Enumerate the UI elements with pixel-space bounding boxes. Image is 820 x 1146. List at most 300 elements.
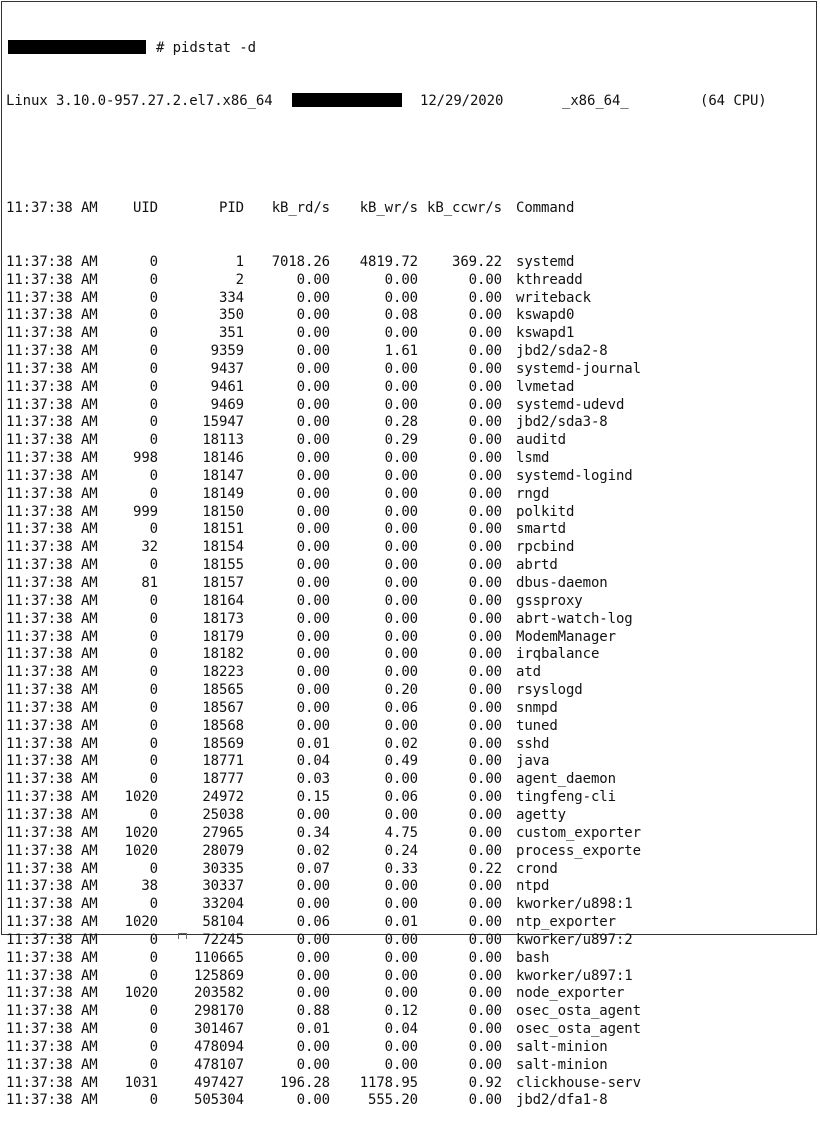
cell-cmd: systemd-udevd xyxy=(516,396,625,413)
cell-rd: 196.28 xyxy=(280,1074,330,1091)
cell-cmd: kswapd0 xyxy=(516,307,575,324)
cell-pid: 110665 xyxy=(194,949,244,966)
cell-rd: 0.00 xyxy=(296,289,330,306)
blank-line xyxy=(6,147,56,165)
cell-rd: 0.02 xyxy=(296,842,330,859)
cell-time: 11:37:38 AM xyxy=(6,432,98,449)
cell-rd: 0.00 xyxy=(296,557,330,574)
cell-pid: 9437 xyxy=(210,360,244,377)
table-row xyxy=(6,1038,608,1057)
cell-rd: 0.01 xyxy=(296,1021,330,1038)
cell-pid: 1 xyxy=(235,253,244,270)
cell-pid: 18147 xyxy=(202,467,244,484)
cell-uid: 1020 xyxy=(124,842,158,859)
cell-cmd: rsyslogd xyxy=(516,682,583,699)
cell-uid: 0 xyxy=(149,432,158,449)
cell-uid: 1020 xyxy=(124,789,158,806)
cell-pid: 298170 xyxy=(194,1003,244,1020)
cell-wr: 0.00 xyxy=(384,806,418,823)
table-row xyxy=(6,414,608,432)
cell-rd: 0.00 xyxy=(296,610,330,627)
table-row xyxy=(6,842,641,861)
cell-wr: 0.20 xyxy=(384,682,418,699)
cell-time: 11:37:38 AM xyxy=(6,806,98,823)
table-row xyxy=(6,931,633,950)
cell-time: 11:37:38 AM xyxy=(6,789,98,806)
cell-ccwr: 0.00 xyxy=(468,771,502,788)
cell-uid: 0 xyxy=(149,1021,158,1038)
cell-uid: 0 xyxy=(149,967,158,984)
cell-time: 11:37:38 AM xyxy=(6,1003,98,1020)
table-row xyxy=(6,664,541,682)
cell-pid: 2 xyxy=(235,271,244,288)
cell-rd: 0.00 xyxy=(296,806,330,823)
cell-uid: 0 xyxy=(149,931,158,948)
cell-wr: 555.20 xyxy=(368,1092,418,1109)
cell-pid: 18179 xyxy=(202,628,244,645)
cell-time: 11:37:38 AM xyxy=(6,414,98,431)
cell-uid: 32 xyxy=(141,539,158,556)
cell-uid: 1020 xyxy=(124,824,158,841)
cell-rd: 0.01 xyxy=(296,735,330,752)
cell-ccwr: 0.00 xyxy=(468,646,502,663)
cell-wr: 0.00 xyxy=(384,467,418,484)
cell-wr: 0.00 xyxy=(384,931,418,948)
cell-pid: 18146 xyxy=(202,450,244,467)
cell-wr: 0.00 xyxy=(384,271,418,288)
cell-wr: 0.29 xyxy=(384,432,418,449)
cell-wr: 0.00 xyxy=(384,521,418,538)
cell-wr: 0.00 xyxy=(384,967,418,984)
cell-wr: 0.00 xyxy=(384,664,418,681)
cell-wr: 0.08 xyxy=(384,307,418,324)
header-pid: PID xyxy=(219,200,244,217)
cell-pid: 478107 xyxy=(194,1056,244,1073)
cell-uid: 0 xyxy=(149,646,158,663)
cell-rd: 0.00 xyxy=(296,396,330,413)
cell-pid: 18149 xyxy=(202,485,244,502)
terminal-output xyxy=(6,4,767,1146)
cell-pid: 18568 xyxy=(202,717,244,734)
cell-time: 11:37:38 AM xyxy=(6,860,98,877)
cell-rd: 0.00 xyxy=(296,592,330,609)
redacted-host xyxy=(292,93,402,111)
cell-wr: 0.00 xyxy=(384,325,418,342)
cell-pid: 301467 xyxy=(194,1021,244,1038)
cell-pid: 18777 xyxy=(202,771,244,788)
redacted-hostname xyxy=(8,40,146,58)
cell-pid: 350 xyxy=(219,307,244,324)
cell-pid: 18565 xyxy=(202,682,244,699)
cell-uid: 0 xyxy=(149,467,158,484)
cell-wr: 4.75 xyxy=(384,824,418,841)
cell-cmd: crond xyxy=(516,860,558,877)
cell-ccwr: 0.00 xyxy=(468,485,502,502)
cell-wr: 0.28 xyxy=(384,414,418,431)
cell-wr: 0.49 xyxy=(384,753,418,770)
cell-time: 11:37:38 AM xyxy=(6,271,98,288)
cell-time: 11:37:38 AM xyxy=(6,878,98,895)
cell-pid: 25038 xyxy=(202,806,244,823)
cell-cmd: sshd xyxy=(516,735,550,752)
cell-uid: 0 xyxy=(149,1056,158,1073)
cell-ccwr: 0.00 xyxy=(468,878,502,895)
cell-wr: 0.00 xyxy=(384,646,418,663)
cell-uid: 0 xyxy=(149,521,158,538)
cell-uid: 1031 xyxy=(124,1074,158,1091)
cell-cmd: bash xyxy=(516,949,550,966)
cell-wr: 0.12 xyxy=(384,1003,418,1020)
cell-cmd: ntpd xyxy=(516,878,550,895)
cell-rd: 0.00 xyxy=(296,271,330,288)
cell-cmd: lvmetad xyxy=(516,378,575,395)
cell-time: 11:37:38 AM xyxy=(6,1038,98,1055)
cell-rd: 0.00 xyxy=(296,699,330,716)
architecture: _x86_64_ xyxy=(562,93,629,110)
cell-time: 11:37:38 AM xyxy=(6,1092,98,1109)
cell-uid: 81 xyxy=(141,575,158,591)
cell-cmd: abrtd xyxy=(516,557,558,574)
cell-time: 11:37:38 AM xyxy=(6,307,98,324)
table-row xyxy=(6,557,558,575)
cell-cmd: custom_exporter xyxy=(516,824,641,841)
cell-cmd: clickhouse-serv xyxy=(516,1074,641,1091)
cell-pid: 18182 xyxy=(202,646,244,663)
table-row xyxy=(6,289,591,308)
cell-pid: 505304 xyxy=(194,1092,244,1109)
cell-wr: 0.00 xyxy=(384,450,418,467)
cell-cmd: kthreadd xyxy=(516,271,583,288)
cell-pid: 351 xyxy=(219,325,244,342)
cell-time: 11:37:38 AM xyxy=(6,467,98,484)
cell-uid: 0 xyxy=(149,664,158,681)
cell-cmd: smartd xyxy=(516,521,566,538)
cell-time: 11:37:38 AM xyxy=(6,610,98,627)
cell-uid: 0 xyxy=(149,343,158,360)
os-version: Linux 3.10.0-957.27.2.el7.x86_64 xyxy=(6,93,273,110)
cell-cmd: tuned xyxy=(516,717,558,734)
cell-time: 11:37:38 AM xyxy=(6,1021,98,1038)
cell-time: 11:37:38 AM xyxy=(6,628,98,645)
cell-rd: 0.00 xyxy=(296,325,330,342)
cell-cmd: ModemManager xyxy=(516,628,616,645)
cell-wr: 0.00 xyxy=(384,717,418,734)
cell-time: 11:37:38 AM xyxy=(6,253,98,270)
cell-uid: 0 xyxy=(149,253,158,270)
cell-cmd: kworker/u898:1 xyxy=(516,896,633,913)
cell-pid: 203582 xyxy=(194,985,244,1002)
cell-ccwr: 0.00 xyxy=(468,931,502,948)
cell-wr: 0.00 xyxy=(384,575,418,591)
cell-cmd: ntp_exporter xyxy=(516,914,616,931)
cell-cmd: salt-minion xyxy=(516,1056,608,1073)
cell-uid: 0 xyxy=(149,289,158,306)
cell-wr: 0.00 xyxy=(384,949,418,966)
cell-time: 11:37:38 AM xyxy=(6,539,98,556)
cell-time: 11:37:38 AM xyxy=(6,735,98,752)
cell-pid: 30335 xyxy=(202,860,244,877)
cell-uid: 0 xyxy=(149,396,158,413)
cell-cmd: lsmd xyxy=(516,450,550,467)
header-command: Command xyxy=(516,200,575,217)
cell-time: 11:37:38 AM xyxy=(6,289,98,306)
cell-cmd: gssproxy xyxy=(516,592,583,609)
cell-time: 11:37:38 AM xyxy=(6,896,98,913)
table-row xyxy=(6,1092,608,1110)
cell-time: 11:37:38 AM xyxy=(6,1074,98,1091)
cursor-icon xyxy=(178,933,187,939)
cell-cmd: jbd2/sda2-8 xyxy=(516,343,608,360)
cell-wr: 0.00 xyxy=(384,360,418,377)
cell-pid: 72245 xyxy=(202,931,244,948)
cell-time: 11:37:38 AM xyxy=(6,1056,98,1073)
cell-ccwr: 0.00 xyxy=(468,539,502,556)
cell-ccwr: 0.00 xyxy=(468,271,502,288)
cell-ccwr: 0.00 xyxy=(468,806,502,823)
cell-ccwr: 0.00 xyxy=(468,949,502,966)
table-row xyxy=(6,1074,641,1093)
cell-rd: 0.00 xyxy=(296,575,330,591)
terminal-window xyxy=(1,1,817,1109)
cell-pid: 30337 xyxy=(202,878,244,895)
cell-wr: 0.00 xyxy=(384,1038,418,1055)
cell-rd: 0.00 xyxy=(296,467,330,484)
table-row xyxy=(6,503,575,522)
sysinfo-line xyxy=(6,93,767,111)
cell-uid: 0 xyxy=(149,325,158,342)
cell-time: 11:37:38 AM xyxy=(6,503,98,520)
table-row xyxy=(6,860,558,879)
cell-uid: 0 xyxy=(149,557,158,574)
cell-wr: 0.02 xyxy=(384,735,418,752)
cell-uid: 0 xyxy=(149,753,158,770)
cell-rd: 0.15 xyxy=(296,789,330,806)
process-table xyxy=(6,253,641,1111)
table-row xyxy=(6,914,616,932)
cell-time: 11:37:38 AM xyxy=(6,753,98,770)
cell-ccwr: 0.00 xyxy=(468,735,502,752)
cell-ccwr: 369.22 xyxy=(452,253,502,270)
cell-pid: 18154 xyxy=(202,539,244,556)
cell-time: 11:37:38 AM xyxy=(6,485,98,502)
cell-wr: 0.33 xyxy=(384,860,418,877)
table-row xyxy=(6,753,550,771)
cell-ccwr: 0.00 xyxy=(468,307,502,324)
cell-rd: 0.00 xyxy=(296,539,330,556)
cell-rd: 0.00 xyxy=(296,1038,330,1055)
cell-pid: 18151 xyxy=(202,521,244,538)
cell-rd: 0.00 xyxy=(296,432,330,449)
cell-uid: 0 xyxy=(149,1003,158,1020)
cell-pid: 18164 xyxy=(202,592,244,609)
cell-time: 11:37:38 AM xyxy=(6,914,98,931)
cell-wr: 0.06 xyxy=(384,699,418,716)
cell-ccwr: 0.00 xyxy=(468,985,502,1002)
cell-pid: 9469 xyxy=(210,396,244,413)
cell-rd: 0.07 xyxy=(296,860,330,877)
cell-time: 11:37:38 AM xyxy=(6,646,98,663)
header-time: 11:37:38 AM xyxy=(6,200,98,217)
cell-ccwr: 0.00 xyxy=(468,450,502,467)
cell-rd: 0.00 xyxy=(296,485,330,502)
cell-cmd: agent_daemon xyxy=(516,771,616,788)
table-row xyxy=(6,521,566,539)
cell-ccwr: 0.00 xyxy=(468,628,502,645)
cell-rd: 0.00 xyxy=(296,717,330,734)
cell-cmd: process_exporte xyxy=(516,842,641,859)
cell-cmd: abrt-watch-log xyxy=(516,610,633,627)
table-row xyxy=(6,789,616,807)
table-row xyxy=(6,1021,641,1039)
cell-uid: 0 xyxy=(149,699,158,716)
cell-uid: 0 xyxy=(149,1038,158,1055)
cell-wr: 0.00 xyxy=(384,878,418,895)
cell-rd: 0.00 xyxy=(296,307,330,324)
cell-uid: 999 xyxy=(133,503,158,520)
table-row xyxy=(6,450,550,468)
cell-cmd: kworker/u897:1 xyxy=(516,967,633,984)
cell-ccwr: 0.22 xyxy=(468,860,502,877)
cell-uid: 0 xyxy=(149,896,158,913)
cell-pid: 28079 xyxy=(202,842,244,859)
cell-pid: 497427 xyxy=(194,1074,244,1091)
cell-uid: 0 xyxy=(149,735,158,752)
cell-wr: 0.00 xyxy=(384,557,418,574)
cell-rd: 0.00 xyxy=(296,931,330,948)
cell-pid: 478094 xyxy=(194,1038,244,1055)
cell-uid: 0 xyxy=(149,485,158,502)
cell-ccwr: 0.00 xyxy=(468,592,502,609)
cell-time: 11:37:38 AM xyxy=(6,521,98,538)
cell-rd: 0.06 xyxy=(296,914,330,931)
cell-wr: 0.00 xyxy=(384,610,418,627)
cell-time: 11:37:38 AM xyxy=(6,557,98,574)
cell-cmd: osec_osta_agent xyxy=(516,1003,641,1020)
cell-wr: 0.00 xyxy=(384,503,418,520)
cell-rd: 0.00 xyxy=(296,967,330,984)
column-header-row xyxy=(6,200,575,218)
cell-wr: 0.00 xyxy=(384,896,418,913)
cell-wr: 1.61 xyxy=(384,343,418,360)
table-row xyxy=(6,806,566,825)
cell-uid: 998 xyxy=(133,450,158,467)
cell-wr: 4819.72 xyxy=(359,253,418,270)
cell-time: 11:37:38 AM xyxy=(6,592,98,609)
table-row xyxy=(6,699,558,718)
cell-rd: 7018.26 xyxy=(271,253,330,270)
cell-time: 11:37:38 AM xyxy=(6,931,98,948)
cell-ccwr: 0.00 xyxy=(468,753,502,770)
cell-wr: 0.00 xyxy=(384,539,418,556)
table-row xyxy=(6,1056,608,1075)
header-uid: UID xyxy=(133,200,158,217)
cell-wr: 0.00 xyxy=(384,485,418,502)
table-row xyxy=(6,646,600,664)
cell-wr: 0.24 xyxy=(384,842,418,859)
cell-ccwr: 0.00 xyxy=(468,396,502,413)
cell-ccwr: 0.00 xyxy=(468,664,502,681)
cell-ccwr: 0.00 xyxy=(468,967,502,984)
cell-rd: 0.00 xyxy=(296,521,330,538)
table-row xyxy=(6,539,575,557)
cell-ccwr: 0.00 xyxy=(468,325,502,342)
cell-pid: 18113 xyxy=(202,432,244,449)
table-row xyxy=(6,771,616,789)
cell-rd: 0.00 xyxy=(296,664,330,681)
cell-cmd: salt-minion xyxy=(516,1038,608,1055)
cell-ccwr: 0.00 xyxy=(468,610,502,627)
cell-uid: 0 xyxy=(149,414,158,431)
command-text: # pidstat -d xyxy=(156,39,256,56)
cell-ccwr: 0.00 xyxy=(468,682,502,699)
table-row xyxy=(6,985,625,1003)
cell-cmd: node_exporter xyxy=(516,985,625,1002)
cell-ccwr: 0.00 xyxy=(468,1038,502,1055)
cell-rd: 0.88 xyxy=(296,1003,330,1020)
cell-cmd: polkitd xyxy=(516,503,575,520)
cell-uid: 0 xyxy=(149,628,158,645)
cell-wr: 0.00 xyxy=(384,378,418,395)
cell-ccwr: 0.00 xyxy=(468,1092,502,1109)
cell-ccwr: 0.00 xyxy=(468,842,502,859)
cell-ccwr: 0.00 xyxy=(468,343,502,360)
table-row xyxy=(6,325,575,343)
cell-cmd: java xyxy=(516,753,550,770)
cpu-count: (64 CPU) xyxy=(700,93,767,110)
cell-uid: 0 xyxy=(149,610,158,627)
cell-ccwr: 0.00 xyxy=(468,789,502,806)
table-row xyxy=(6,949,550,968)
cell-wr: 0.06 xyxy=(384,789,418,806)
cell-uid: 0 xyxy=(149,949,158,966)
cell-time: 11:37:38 AM xyxy=(6,378,98,395)
cell-time: 11:37:38 AM xyxy=(6,396,98,413)
table-row xyxy=(6,467,633,486)
cell-uid: 0 xyxy=(149,1092,158,1109)
table-row xyxy=(6,253,575,272)
cell-rd: 0.00 xyxy=(296,378,330,395)
cell-uid: 0 xyxy=(149,860,158,877)
cell-pid: 18569 xyxy=(202,735,244,752)
cell-pid: 18157 xyxy=(202,575,244,591)
cell-ccwr: 0.00 xyxy=(468,824,502,841)
cell-pid: 18173 xyxy=(202,610,244,627)
cell-ccwr: 0.00 xyxy=(468,432,502,449)
cell-pid: 9359 xyxy=(210,343,244,360)
table-row xyxy=(6,878,550,896)
cell-uid: 0 xyxy=(149,307,158,324)
cell-uid: 0 xyxy=(149,806,158,823)
cell-pid: 18771 xyxy=(202,753,244,770)
cell-ccwr: 0.00 xyxy=(468,699,502,716)
table-row xyxy=(6,271,583,290)
cell-ccwr: 0.00 xyxy=(468,414,502,431)
cell-uid: 0 xyxy=(149,592,158,609)
table-row xyxy=(6,432,566,450)
cell-time: 11:37:38 AM xyxy=(6,824,98,841)
cell-cmd: systemd-logind xyxy=(516,467,633,484)
cell-rd: 0.00 xyxy=(296,360,330,377)
cell-rd: 0.00 xyxy=(296,985,330,1002)
cell-time: 11:37:38 AM xyxy=(6,664,98,681)
table-row xyxy=(6,575,608,593)
cell-time: 11:37:38 AM xyxy=(6,985,98,1002)
cell-rd: 0.00 xyxy=(296,1056,330,1073)
cell-time: 11:37:38 AM xyxy=(6,949,98,966)
cell-cmd: osec_osta_agent xyxy=(516,1021,641,1038)
cell-time: 11:37:38 AM xyxy=(6,450,98,467)
table-row xyxy=(6,967,633,986)
